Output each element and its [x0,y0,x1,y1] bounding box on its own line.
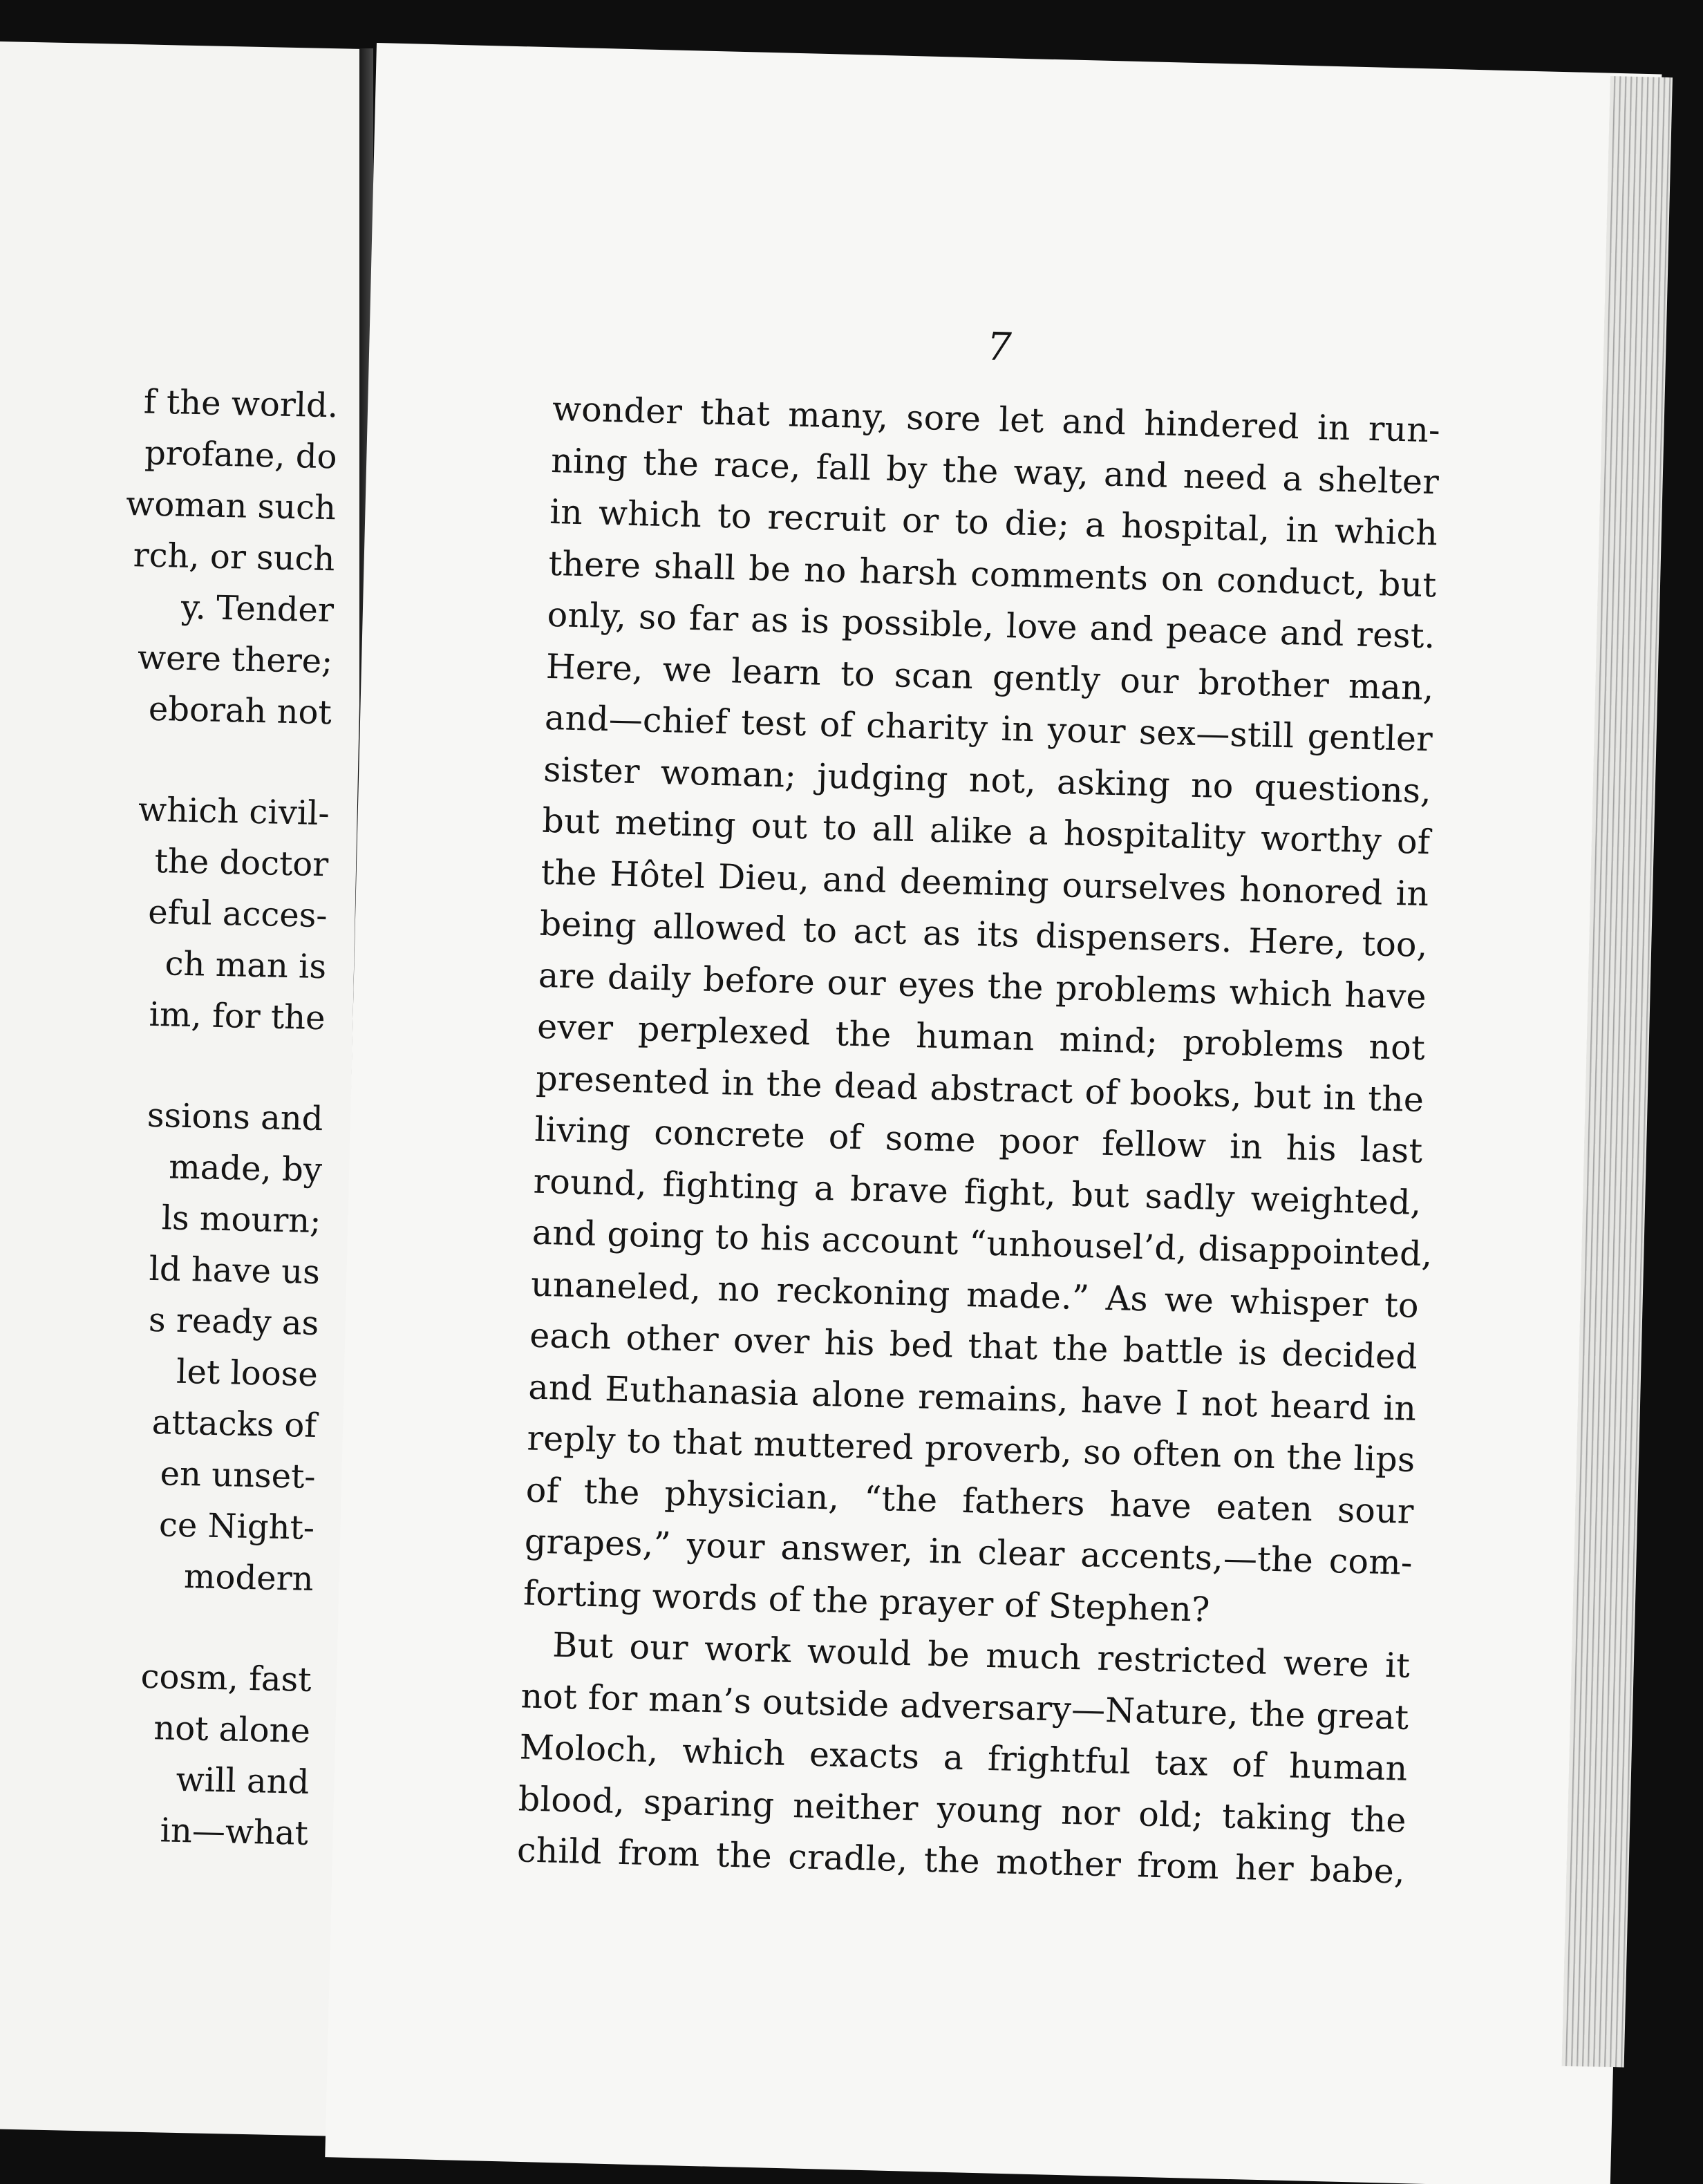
text-line: the Hôtel Dieu, and deeming ourselves honored in [540,852,1430,914]
left-line: let loose [176,1352,319,1395]
left-line: s ready as [148,1300,319,1344]
left-line: not alone [153,1708,311,1751]
text-line: But our work would be much restricted were it [552,1625,1411,1686]
page-number: 7 [986,324,1013,370]
text-line: in which to recruit or to die; a hospital, in which [549,491,1438,554]
right-page-text [516,384,1440,1898]
text-line: but meting out to all alike a hospitality worthy of [541,800,1431,863]
left-page [0,41,373,2136]
text-line: are daily before our eyes the problems which have [538,955,1427,1017]
left-line: were there; [137,638,333,681]
left-line: woman such [125,484,337,528]
text-line: each other over his bed that the battle is decided [529,1315,1418,1377]
text-line: not for man’s outside adversary—Nature, the great [520,1675,1409,1738]
text-line: and—chief test of charity in your sex—still gentler [544,697,1433,760]
left-line: which civil- [138,790,330,834]
left-line: profane, do [144,433,338,477]
text-line: Moloch, which exacts a frightful tax of human [519,1727,1409,1789]
left-line: rch, or such [133,536,336,579]
left-line: in—what [160,1811,309,1853]
text-line: and going to his account “unhousel’d, disappointed, [531,1212,1433,1274]
left-line: made, by [168,1147,323,1190]
left-paragraph-gap [0,1597,313,1655]
left-line: en unset- [160,1454,317,1497]
text-line: reply to that muttered proverb, so often on the lips [527,1418,1416,1480]
left-line: ls mourn; [161,1198,321,1241]
text-line: of the physician, “the fathers have eaten sour [525,1470,1415,1532]
left-line: y. Tender [180,587,335,630]
left-line: will and [176,1760,310,1802]
text-line: being allowed to act as its dispensers. Here, too, [539,903,1429,966]
left-line: ssions and [147,1095,324,1139]
text-line: child from the cradle, the mother from her babe, [516,1830,1406,1892]
left-line: f the world. [143,382,339,426]
left-line: eborah not [148,689,332,733]
left-line: im, for the [149,995,326,1038]
left-line: modern [183,1557,314,1599]
text-line: living concrete of some poor fellow in his last [534,1109,1423,1171]
text-line: Here, we learn to scan gently our brother man, [545,646,1435,708]
text-line: ever perplexed the human mind; problems not [536,1006,1426,1069]
left-line: ce Night- [158,1505,315,1547]
left-page-text [0,373,339,1859]
left-line: ch man is [164,944,327,987]
left-line: attacks of [151,1403,317,1446]
left-line: the doctor [154,841,329,885]
left-line: cosm, fast [140,1657,312,1700]
text-line: unaneled, no reckoning made.” As we whisper to [530,1264,1420,1326]
text-line: only, so far as is possible, love and peace and rest. [547,594,1436,657]
text-line: round, fighting a brave fight, but sadly weighted, [533,1161,1422,1223]
text-line: forting words of the prayer of Stephen? [523,1572,1211,1630]
left-line: ld have us [149,1249,321,1292]
left-paragraph-gap [0,1035,325,1093]
text-line: wonder that many, sore let and hindered in run- [552,388,1441,451]
text-line: ning the race, fall by the way, and need a shelter [550,440,1440,502]
text-line: presented in the dead abstract of books, but in the [535,1058,1424,1120]
text-line: blood, sparing neither young nor old; taking the [518,1778,1407,1841]
text-line: there shall be no harsh comments on conduct, but [547,543,1437,605]
left-paragraph-gap [0,731,331,789]
text-line: sister woman; judging not, asking no questions, [543,749,1432,811]
left-line: eful acces- [147,892,328,936]
text-line: grapes,” your answer, in clear accents,—the com- [524,1521,1413,1583]
text-line: and Euthanasia alone remains, have I not heard in [527,1367,1417,1429]
